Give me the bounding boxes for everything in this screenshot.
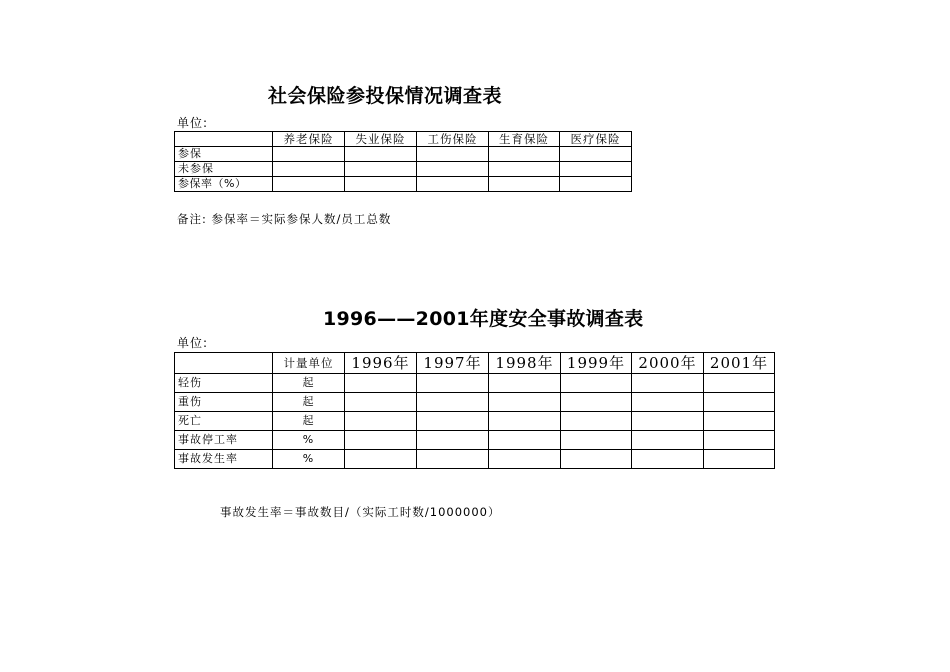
- insurance-cell[interactable]: [345, 147, 417, 162]
- insurance-table-title: 社会保险参投保情况调查表: [268, 85, 503, 107]
- insurance-row: [175, 162, 632, 177]
- accident-rate-note: 事故发生率＝事故数目/（实际工时数/1000000）: [220, 505, 501, 519]
- accident-row: [175, 412, 775, 431]
- insurance-header-cell: 医疗保险: [560, 132, 632, 147]
- accident-cell[interactable]: [561, 431, 632, 450]
- accident-cell[interactable]: [561, 374, 632, 393]
- accident-row-label: 重伤: [175, 393, 273, 412]
- measure-unit-header: 计量单位: [273, 353, 345, 374]
- accident-cell[interactable]: [704, 450, 775, 469]
- insurance-header-cell: 失业保险: [345, 132, 417, 147]
- accident-row-label: 死亡: [175, 412, 273, 431]
- insurance-row-label: 参保率（%）: [175, 177, 273, 192]
- insurance-header-cell: 工伤保险: [417, 132, 489, 147]
- insurance-row: [175, 177, 632, 192]
- accident-row-label: 事故停工率: [175, 431, 273, 450]
- accident-row-label: 事故发生率: [175, 450, 273, 469]
- insurance-cell[interactable]: [417, 162, 489, 177]
- accident-row-unit: 起: [273, 393, 345, 412]
- accident-row-unit: 起: [273, 412, 345, 431]
- insurance-note: 备注: 参保率＝实际参保人数/员工总数: [177, 212, 392, 226]
- insurance-cell[interactable]: [345, 162, 417, 177]
- accident-cell[interactable]: [489, 393, 561, 412]
- accident-header-corner: [175, 353, 273, 374]
- accident-cell[interactable]: [489, 374, 561, 393]
- accident-cell[interactable]: [345, 374, 417, 393]
- accident-cell[interactable]: [704, 393, 775, 412]
- accident-cell[interactable]: [489, 431, 561, 450]
- accident-cell[interactable]: [345, 450, 417, 469]
- insurance-row: [175, 147, 632, 162]
- accident-cell[interactable]: [561, 393, 632, 412]
- insurance-header-cell: 养老保险: [273, 132, 345, 147]
- insurance-cell[interactable]: [489, 177, 560, 192]
- accident-cell[interactable]: [345, 431, 417, 450]
- insurance-row-label: 参保: [175, 147, 273, 162]
- insurance-row-label: 未参保: [175, 162, 273, 177]
- accident-cell[interactable]: [632, 412, 704, 431]
- accident-cell[interactable]: [489, 450, 561, 469]
- accident-row: [175, 431, 775, 450]
- accident-cell[interactable]: [632, 450, 704, 469]
- insurance-header-row: [175, 132, 632, 147]
- accident-header-row: [175, 353, 775, 374]
- accident-cell[interactable]: [704, 412, 775, 431]
- insurance-header-corner: [175, 132, 273, 147]
- accident-row-unit: 起: [273, 374, 345, 393]
- accident-cell[interactable]: [345, 393, 417, 412]
- year-header: 2001年: [704, 353, 775, 374]
- accident-row: [175, 393, 775, 412]
- accident-cell[interactable]: [704, 374, 775, 393]
- accident-cell[interactable]: [561, 450, 632, 469]
- accident-cell[interactable]: [704, 431, 775, 450]
- insurance-table: [174, 131, 632, 192]
- year-header: 1996年: [345, 353, 417, 374]
- year-header: 1999年: [561, 353, 632, 374]
- insurance-cell[interactable]: [560, 177, 632, 192]
- year-header: 1997年: [417, 353, 489, 374]
- insurance-header-cell: 生育保险: [489, 132, 560, 147]
- accident-unit-label: 单位:: [177, 336, 209, 350]
- year-header: 2000年: [632, 353, 704, 374]
- accident-row-unit: %: [273, 450, 345, 469]
- accident-cell[interactable]: [632, 393, 704, 412]
- accident-cell[interactable]: [417, 393, 489, 412]
- year-header: 1998年: [489, 353, 561, 374]
- insurance-cell[interactable]: [417, 177, 489, 192]
- insurance-cell[interactable]: [273, 147, 345, 162]
- insurance-cell[interactable]: [489, 147, 560, 162]
- insurance-cell[interactable]: [417, 147, 489, 162]
- accident-cell[interactable]: [632, 374, 704, 393]
- insurance-cell[interactable]: [273, 177, 345, 192]
- insurance-unit-label: 单位:: [177, 116, 209, 130]
- accident-cell[interactable]: [417, 431, 489, 450]
- accident-cell[interactable]: [417, 412, 489, 431]
- accident-cell[interactable]: [345, 412, 417, 431]
- accident-row: [175, 450, 775, 469]
- accident-row-label: 轻伤: [175, 374, 273, 393]
- accident-cell[interactable]: [417, 374, 489, 393]
- insurance-cell[interactable]: [345, 177, 417, 192]
- accident-table-title: 1996——2001年度安全事故调查表: [323, 308, 644, 330]
- accident-table: [174, 352, 775, 469]
- insurance-cell[interactable]: [560, 147, 632, 162]
- insurance-cell[interactable]: [489, 162, 560, 177]
- insurance-cell[interactable]: [560, 162, 632, 177]
- accident-row: [175, 374, 775, 393]
- accident-cell[interactable]: [417, 450, 489, 469]
- accident-cell[interactable]: [561, 412, 632, 431]
- insurance-cell[interactable]: [273, 162, 345, 177]
- accident-cell[interactable]: [632, 431, 704, 450]
- accident-row-unit: %: [273, 431, 345, 450]
- accident-cell[interactable]: [489, 412, 561, 431]
